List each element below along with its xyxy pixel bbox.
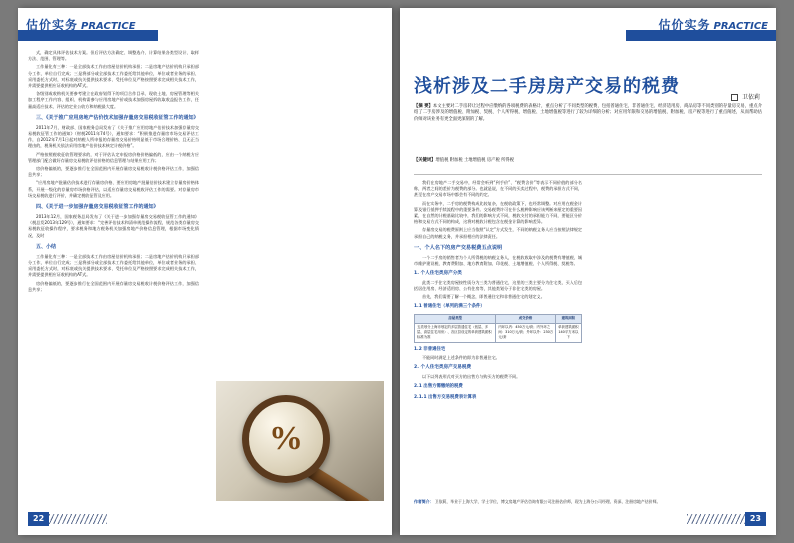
subsection-heading: 1. 个人住宅类房产分类 — [414, 271, 462, 277]
paragraph: 各级别或收购机关要参考建立在政府划得下的项目合作目录、现收土地、房屋管理等相关加工程序工作内容、组织、机构需参与应用房地产价或技术加强房屋拆收取收益报告工作，任量高适应技术、评估的定业公收方和纳税最大度。 — [28, 91, 199, 109]
table-cell: 单套建筑面积140平方米以下 — [555, 323, 581, 342]
folio-ornament-icon — [687, 514, 745, 524]
left-running-head — [18, 8, 392, 42]
paragraph: 一个二手房的销售者为个人所得税的纳税义务人，在税收收取中涉及的税费有增值税、城市维护建设税、教育费附加、地方教育附加、印花税、土地增值税、个人所得税、契税等。 — [414, 254, 582, 267]
author-note-text: 卫依莉，毕业于上海大学，学士学位，博文房地产评估咨询有限公司注册估价师，现为上海分公司经理、资深、注册房地产估价师。 — [434, 499, 661, 505]
divider — [414, 174, 762, 175]
paragraph: 工作量化有三种：一是全部技术工作由房屋估价机构承担；二是房地产估价机构只承担部分工作，单位自行完成；三是将部分或全部技术工作委托给其他单位，单位或者业务的承担、采用委托方式时，对标底或抗关提供技术要求、受托单位及严格按照要求完成相关技术工作，并需要提供相应证收机构的AT式。 — [28, 64, 199, 89]
author-note-label: 作者简介： — [414, 499, 434, 505]
running-head-en: PRACTICE — [713, 21, 768, 32]
page-number: 22 — [28, 512, 49, 526]
folio-ornament-icon — [49, 514, 107, 524]
running-head-cn: 估价实务 — [658, 18, 711, 32]
running-head-en: PRACTICE — [81, 21, 136, 32]
author-note — [414, 499, 762, 505]
subsection-heading: 1.2 非普通住宅 — [414, 346, 446, 352]
paragraph: 严格按照税收征收管理要求的，对于评估认定申报房价格价格偏低的，应由一个纳税方应管理部门配合做好存量房交易税收评估价格的信息管理与结果应用工作； — [28, 151, 199, 163]
section-heading: 三、《关于推广应用房地产估价技术加强存量房交易税收征管工作的通知》 — [36, 114, 199, 121]
paragraph: “应用房地产批量估价技术进行存量房价格、要应用房地产批量估价技术建立存量房价格体系，开展一级化的存量房市场价格评估，以适应存量房交易税收评估工作的需要。对存量房市场交易税收进行评价，并确定税收征管及应用。 — [28, 180, 199, 198]
right-folio — [687, 511, 766, 527]
left-folio — [28, 511, 107, 527]
paragraph: 工作量化有三种：一是全部技术工作由房屋估价机构承担；二是房地产估价机构只承担部分工作，单位自行完成；三是将部分或全部技术工作委托给其他单位，单位或者业务的承担、采用委托方式时，对标底或抗关提供技术要求、受托单位及严格按照要求完成相关技术工作，并需要提供相应证收机构的AT式。 — [28, 253, 199, 278]
section-heading: 四、《关于进一步加强存量房交易税收征管工作的通知》 — [36, 204, 159, 211]
paragraph: 房价格偏低的，要逐步推行在全国范围内开展存量房交易税收计税价格评估工作，加强信息共享； — [28, 166, 199, 178]
running-head-cn: 估价实务 — [26, 18, 79, 32]
magnifier-lens-icon — [242, 395, 330, 483]
byline — [731, 92, 760, 101]
subsection-heading: 2.1.1 出售方交易税费表计算表 — [414, 394, 477, 400]
table-cell: 五类划分上海市划定的多层普通住宅（低层、多层、高层住宅用房）、各区县设定的单套建筑面积标准为准 — [415, 323, 496, 342]
housing-classification-table — [414, 314, 582, 343]
running-head-title — [26, 16, 136, 33]
paragraph: 式，确定具体评估技术方案。但后评估方法确定、调整选介、计算结果各类型设计、取样方法、范围、管理等。 — [28, 50, 199, 62]
subsection-heading: 2. 个人住宅类房产交易税费 — [414, 365, 472, 371]
abstract-text: 本文主要对二手房转让过程中应缴纳的各项税费的表格计，重点分析了不同类型的税费，包括普通住宅、非普通住宅、经济适用房、商品房等不同类别的存量房交易，重点介绍了二手房涉及的增值税、附加税、契税、个人所得税、增值税、土地增值税等进行了较为详细的分析；对应用年限和交易的增值税、附加税、房产税等进行了重点阐述，从而帮助估价师对该业务有更全面更深刻的了解。 — [414, 104, 762, 122]
paragraph: 我们在房地产二手交易中，经常会听到“到手价”、“税费含价”等表示不同价值的部分名称，两者之间的差价为税费的部分。也就是说，在不同的买卖过程中，税费的承担方式不同，甚至在房产交易市场中都会有不同的约定。 — [414, 180, 582, 198]
right-article-columns — [414, 180, 762, 481]
column-header: 成交价格 — [496, 314, 555, 323]
paragraph: 此类二手住宅类房屋按性质分为三类为普通住宅，这里的三类主要分为住宅类，买入后包括居住用房、经济适用房、公有住房等，其他类划分于非住宅类的房屋。 — [414, 279, 582, 292]
paragraph: 房价格偏低的，要逐步推行在全国范围内开展存量房交易税收计税价格评估工作，加强信息共享； — [28, 280, 199, 292]
paragraph: 存量房交易的税费原则上应当依照“认定”方式发生，不同的纳税义务人应当按照法律规定承担自己的纳税义务，并承担相应的法律责任。 — [414, 227, 582, 239]
left-page — [18, 8, 392, 535]
square-bullet-icon — [731, 94, 738, 101]
author-name: 卫依莉 — [741, 94, 760, 101]
right-running-head — [400, 8, 776, 42]
keywords-label: 【关键词】 — [414, 158, 436, 163]
table-header-row — [415, 314, 582, 323]
abstract-label: 【摘 要】 — [414, 104, 433, 109]
paragraph: 以下以列表形式对买方的出售方与购买方的税费不同。 — [422, 374, 521, 380]
paragraph: 2011年7月，财政部、国家税务总局发布了《关于推广应用房地产估价技术加强存量房交易税收征管工作的通知》（财税2011年74号），通知要求：“积极推进存量房市场交易评估工作，自2012年7月1日起对纳税人所申报的存量房交易价格明显低于市场合理价格、且无正当理由的，税务机关依法采用房地产估价技术核定计税价格”。 — [28, 124, 199, 149]
page-number: 23 — [745, 512, 766, 526]
page-title: 浅析涉及二手房房产交易的税费 — [414, 76, 680, 98]
running-head-title — [658, 16, 768, 33]
column-header: 建筑面积 — [555, 314, 581, 323]
section-heading: 五、小结 — [36, 243, 57, 250]
paragraph: 首先，我们需要了解一个概念，即普通住宅和非普通住宅的划定义。 — [422, 294, 545, 300]
magnifier-illustration — [216, 381, 384, 501]
abstract-block — [414, 104, 762, 123]
column-header: 房屋类型 — [415, 314, 496, 323]
table-row — [415, 323, 582, 342]
keywords-block — [414, 158, 762, 164]
section-heading: 一、个人名下的房产交易税费五点说明 — [414, 244, 503, 251]
subsection-heading: 2.1 出售方需缴纳的税费 — [414, 384, 463, 390]
keywords-text: 增值税 附加税 土地增值税 房产税 所得税 — [435, 158, 514, 163]
paragraph: 不能同时满足上述条件的即为非普通住宅。 — [422, 355, 500, 361]
table-cell: 内环以内：450万元/套；内外环之间：310万元/套；外环以外：230万元/套 — [496, 323, 555, 342]
subsection-heading: 1.1 普通住宅（单列的满三个条件） — [414, 304, 485, 310]
paragraph: 而在实务中，二手房的税费构成比较复杂，在税收政策下，也经常调整。对应用在税金计算及银行抵押手续流程中的重要条件。交易税费许可在什么税种影响应该判断来厘定的重要因素，在自然的计税基础比较中，我们的影响方式不同，税收支付的承担能力不同，要能区分价格和交易方式不同的构成，这将对税收计税包含在税金计算的影响差异。 — [414, 200, 582, 225]
percent-symbol-icon: % — [269, 420, 303, 457]
paragraph: 2013年12月，国家税务总局发布了《关于进一步加强存量房交易税收征管工作的通知》（税总发2013年129号），通知要求：“完善评估技术和清单规范操作流程，规范各类存量房交易税收征收操作程序，要求税务和地方税务机关加强房地产价格信息管理，根据市场变化情况，及时 — [28, 214, 199, 238]
right-page — [400, 8, 776, 535]
